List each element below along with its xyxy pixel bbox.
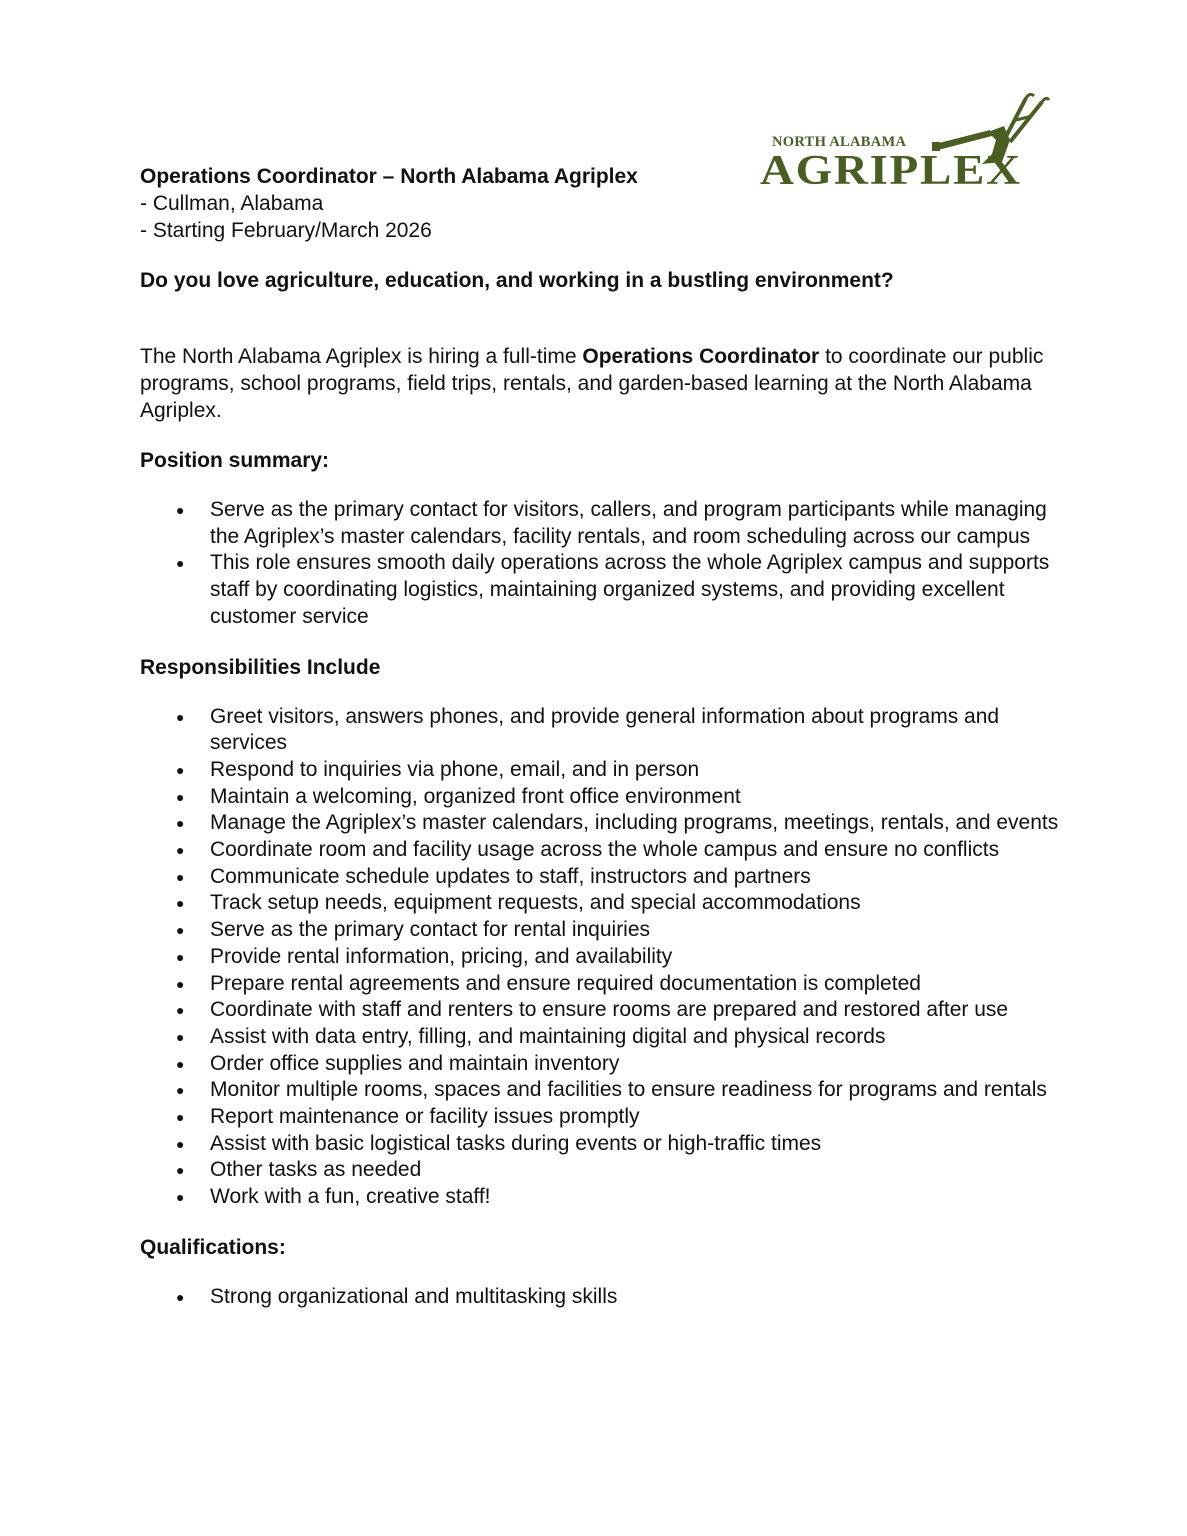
list-item-text: Assist with data entry, filling, and maintaining digital and physical records (210, 1024, 886, 1048)
list-item (140, 917, 1060, 944)
list-item-text: Respond to inquiries via phone, email, and in person (210, 757, 700, 781)
bullet-icon: ● (176, 555, 185, 572)
bullet-icon: ● (176, 761, 185, 778)
job-title: Operations Coordinator – North Alabama Agriplex (140, 165, 638, 188)
list-item-text: Prepare rental agreements and ensure required documentation is completed (210, 971, 921, 995)
list-item-text: Maintain a welcoming, organized front office environment (210, 784, 741, 808)
list-item (140, 1131, 1060, 1158)
bullet-icon: ● (176, 1288, 185, 1305)
list-item-text: Monitor multiple rooms, spaces and facilities to ensure readiness for programs and rentals (210, 1078, 1047, 1102)
qualifications-list (140, 1284, 1060, 1311)
bullet-icon: ● (176, 895, 185, 912)
position-summary-list (140, 497, 1060, 631)
intro-role-name: Operations Coordinator (582, 345, 820, 368)
list-item-text: Manage the Agriplex’s master calendars, including programs, meetings, rentals, and events (210, 811, 1059, 835)
list-item (140, 944, 1060, 971)
list-item (140, 1184, 1060, 1211)
list-item (140, 704, 1060, 757)
list-item (140, 550, 1060, 630)
bullet-icon: ● (176, 842, 185, 859)
responsibilities-list (140, 704, 1060, 1211)
intro-text-before: The North Alabama Agriplex is hiring a full-time (140, 345, 583, 368)
bullet-icon: ● (176, 868, 185, 885)
list-item (140, 1104, 1060, 1131)
list-item-text: Report maintenance or facility issues promptly (210, 1105, 640, 1129)
list-item (140, 1051, 1060, 1078)
list-item (140, 757, 1060, 784)
bullet-icon: ● (176, 948, 185, 965)
bullet-icon: ● (176, 1135, 185, 1152)
list-item-text: Other tasks as needed (210, 1158, 422, 1182)
qualifications-heading: Qualifications: (140, 1235, 286, 1259)
list-item-text: Serve as the primary contact for rental inquiries (210, 918, 651, 942)
responsibilities-heading: Responsibilities Include (140, 655, 381, 679)
bullet-icon: ● (176, 975, 185, 992)
list-item-text: Coordinate with staff and renters to ensure rooms are prepared and restored after use (210, 998, 1009, 1022)
bullet-icon: ● (176, 788, 185, 805)
list-item (140, 784, 1060, 811)
bullet-icon: ● (176, 1028, 185, 1045)
list-item (140, 1024, 1060, 1051)
list-item-text: Provide rental information, pricing, and availability (210, 944, 673, 968)
list-item (140, 997, 1060, 1024)
job-location: - Cullman, Alabama (140, 192, 324, 215)
list-item (140, 810, 1060, 837)
list-item-text: Work with a fun, creative staff! (210, 1185, 491, 1209)
intro-paragraph (140, 343, 1060, 424)
list-item-text: Communicate schedule updates to staff, instructors and partners (210, 864, 811, 888)
list-item (140, 837, 1060, 864)
job-posting (140, 163, 1060, 1311)
bullet-icon: ● (176, 922, 185, 939)
bullet-icon: ● (176, 708, 185, 725)
list-item (140, 1077, 1060, 1104)
bullet-icon: ● (176, 1189, 185, 1206)
bullet-icon: ● (176, 1002, 185, 1019)
logo-text-north-alabama: NORTH ALABAMA (772, 134, 907, 150)
job-start-date: - Starting February/March 2026 (140, 219, 432, 242)
bullet-icon: ● (176, 1082, 185, 1099)
list-item-text: Serve as the primary contact for visitors, callers, and program participants while managing the Agriplex’s master calendars, facility rentals, and room scheduling across our campus (210, 498, 1047, 548)
list-item (140, 971, 1060, 998)
list-item (140, 497, 1060, 550)
logo-text-agriplex: AGRIPLEX (760, 148, 1022, 194)
list-item-text: Assist with basic logistical tasks during events or high-traffic times (210, 1131, 822, 1155)
position-summary-heading: Position summary: (140, 449, 330, 472)
list-item (140, 890, 1060, 917)
intro-text-after: to coordinate our public programs, school programs, field trips, rentals, and garden-based learning at the North Alabama Agriplex. (140, 345, 1044, 422)
list-item-text: Strong organizational and multitasking skills (210, 1284, 618, 1308)
bullet-icon: ● (176, 815, 185, 832)
list-item-text: Order office supplies and maintain inventory (210, 1051, 620, 1075)
bullet-icon: ● (176, 1109, 185, 1126)
list-item-text: Track setup needs, equipment requests, and special accommodations (210, 891, 861, 915)
bullet-icon: ● (176, 1055, 185, 1072)
bullet-icon: ● (176, 1162, 185, 1179)
list-item (140, 864, 1060, 891)
bullet-icon: ● (176, 502, 185, 518)
list-item (140, 1157, 1060, 1184)
hook-question: Do you love agriculture, education, and working in a bustling environment? (140, 269, 894, 292)
list-item-text: This role ensures smooth daily operations across the whole Agriplex campus and supports staff by coordinating logistics, maintaining organized systems, and providing excellent customer service (210, 551, 1050, 628)
list-item-text: Coordinate room and facility usage across the whole campus and ensure no conflicts (210, 838, 1000, 862)
list-item (140, 1284, 1060, 1311)
list-item-text: Greet visitors, answers phones, and provide general information about programs and services (210, 704, 1000, 755)
